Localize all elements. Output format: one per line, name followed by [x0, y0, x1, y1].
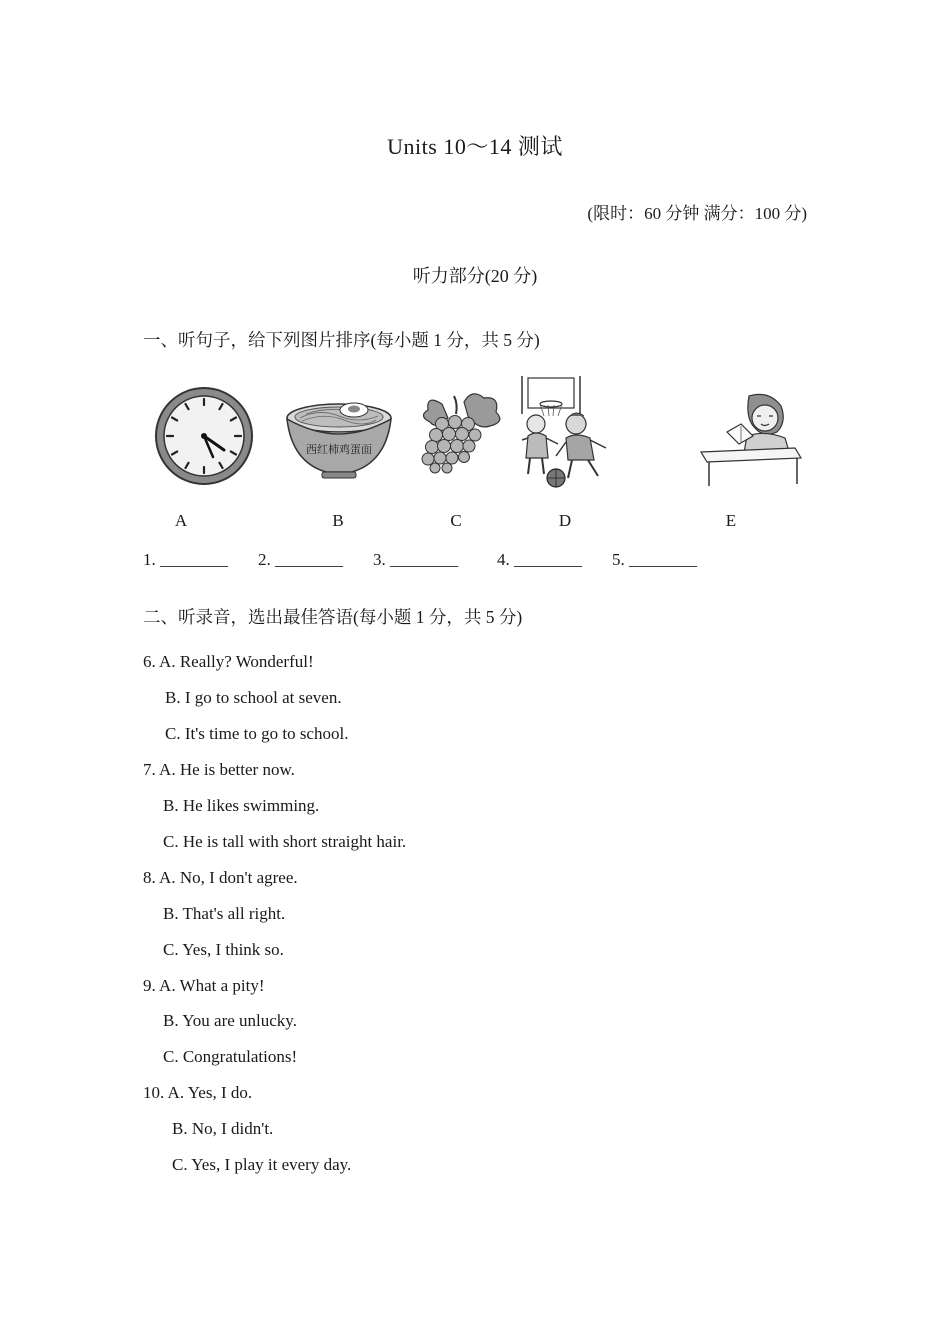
clock-picture	[153, 385, 255, 487]
question-9-option-c: C. Congratulations!	[163, 1047, 298, 1066]
picture-label-c: C	[450, 511, 462, 530]
answer-blank-1[interactable]: 1. ________	[143, 550, 228, 569]
question-8-option-b: B. That's all right.	[163, 904, 286, 923]
time-score-limits: (限时：60 分钟 满分：100 分)	[587, 204, 807, 223]
noodle-bowl-picture	[284, 392, 394, 480]
question-6-option-b: B. I go to school at seven.	[165, 688, 342, 707]
answer-blank-5[interactable]: 5. ________	[612, 550, 697, 569]
part2-heading: 二、听录音，选出最佳答语(每小题 1 分，共 5 分)	[143, 607, 523, 627]
picture-label-d: D	[558, 511, 572, 530]
question-7-option-c: C. He is tall with short straight hair.	[163, 832, 407, 851]
bowl-label: 西红柿鸡蛋面	[306, 443, 372, 456]
boy-reading-picture	[697, 392, 803, 488]
answer-blank-3[interactable]: 3. ________	[373, 550, 458, 569]
part1-heading: 一、听句子，给下列图片排序(每小题 1 分，共 5 分)	[143, 330, 540, 350]
picture-label-e: E	[725, 511, 737, 530]
basketball-picture	[518, 374, 622, 490]
page-title: Units 10～14 测试	[387, 134, 563, 159]
picture-label-a: A	[174, 511, 188, 530]
question-10-option-c: C. Yes, I play it every day.	[172, 1155, 352, 1174]
picture-label-b: B	[332, 511, 344, 530]
listening-section-heading: 听力部分(20 分)	[412, 266, 538, 286]
question-9-option-a: 9. A. What a pity!	[143, 976, 265, 995]
question-10-option-b: B. No, I didn't.	[172, 1119, 274, 1138]
answer-blank-4[interactable]: 4. ________	[497, 550, 582, 569]
question-9-option-b: B. You are unlucky.	[163, 1011, 297, 1030]
grapes-picture	[412, 388, 510, 474]
answer-blank-2[interactable]: 2. ________	[258, 550, 343, 569]
question-7-option-a: 7. A. He is better now.	[143, 760, 295, 779]
question-8-option-a: 8. A. No, I don't agree.	[143, 868, 298, 887]
question-7-option-b: B. He likes swimming.	[163, 796, 320, 815]
question-6-option-c: C. It's time to go to school.	[165, 724, 349, 743]
question-6-option-a: 6. A. Really? Wonderful!	[143, 652, 314, 671]
question-10-option-a: 10. A. Yes, I do.	[143, 1083, 253, 1102]
question-8-option-c: C. Yes, I think so.	[163, 940, 284, 959]
